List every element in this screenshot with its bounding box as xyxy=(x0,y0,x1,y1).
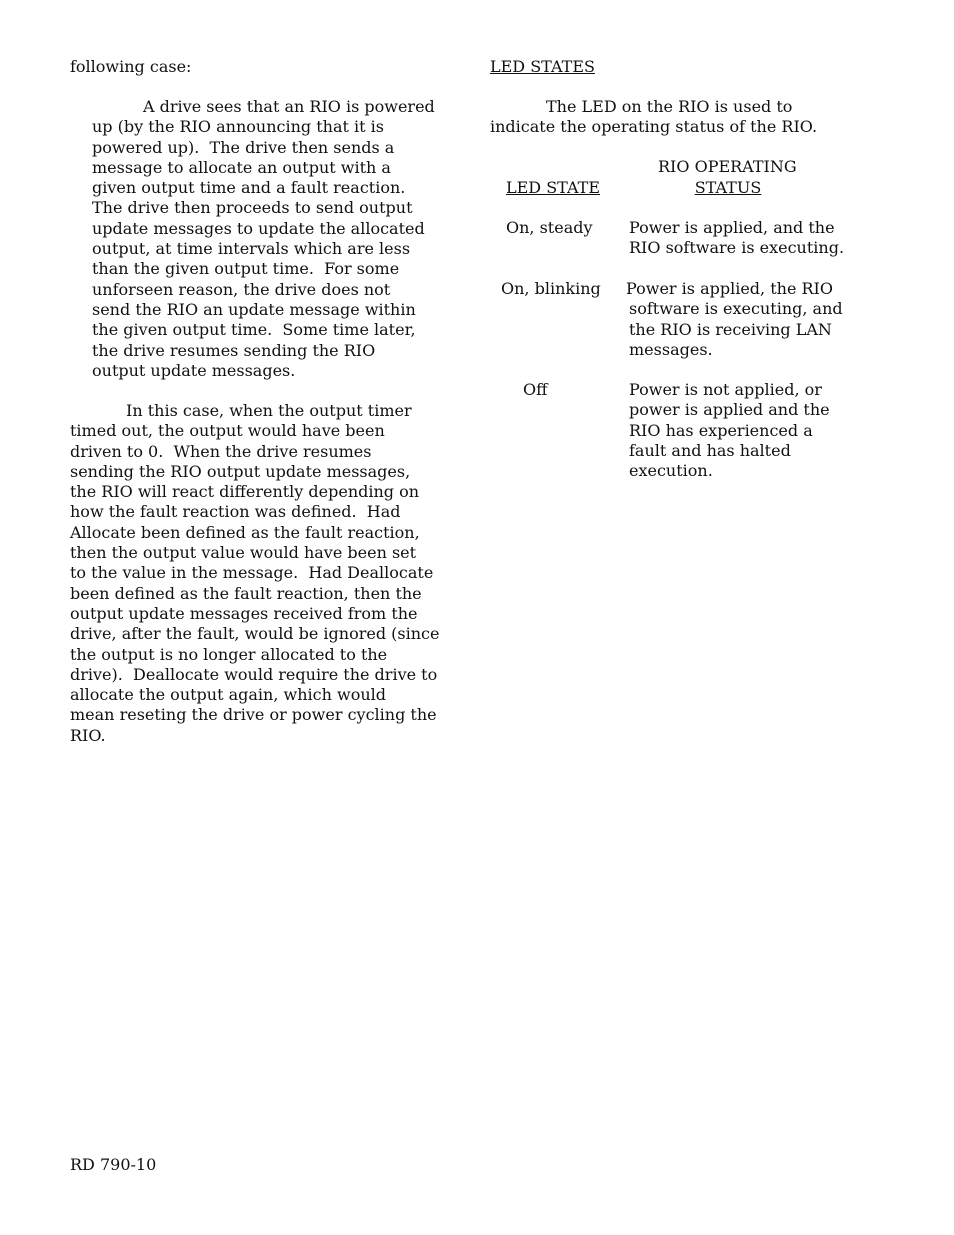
paragraph-line: the drive resumes sending the RIO xyxy=(92,340,376,360)
section-intro xyxy=(490,97,817,138)
status-off xyxy=(629,380,830,481)
status-line: software is executing, and xyxy=(629,299,843,319)
paragraph-line: In this case, when the output timer xyxy=(126,401,412,420)
status-line: Power is not applied, or xyxy=(629,380,822,399)
status-line: power is applied and the xyxy=(629,400,830,420)
paragraph-line: unforseen reason, the drive does not xyxy=(92,279,391,299)
paragraph-line: sending the RIO output update messages, xyxy=(70,461,411,481)
paragraph-line: timed out, the output would have been xyxy=(70,421,385,441)
paragraph-line: The LED on the RIO is used to xyxy=(546,97,793,116)
paragraph-line: Allocate been defined as the fault reaction, xyxy=(70,522,420,542)
status-line: the RIO is receiving LAN xyxy=(629,319,832,339)
status-line: fault and has halted xyxy=(629,440,791,460)
paragraph-line: The drive then proceeds to send output xyxy=(92,198,413,218)
paragraph-line: output update messages. xyxy=(92,360,296,380)
paragraph-line: the output is no longer allocated to the xyxy=(70,644,388,664)
paragraph-line: up (by the RIO announcing that it is xyxy=(92,117,384,137)
status-on-blinking xyxy=(626,279,843,360)
body-paragraph xyxy=(70,401,439,746)
status-header-line1: RIO OPERATING xyxy=(658,157,797,176)
paragraph-line: A drive sees that an RIO is powered xyxy=(143,97,435,116)
status-line: RIO software is executing. xyxy=(629,238,845,258)
status-header-line2: STATUS xyxy=(694,178,762,197)
paragraph-line: driven to 0. When the drive resumes xyxy=(70,441,372,461)
paragraph-line: the given output time. Some time later, xyxy=(92,320,416,340)
paragraph-line: than the given output time. For some xyxy=(92,259,400,279)
section-heading: LED STATES xyxy=(490,57,595,76)
status-line: Power is applied, and the xyxy=(629,218,835,237)
indented-paragraph xyxy=(92,97,435,381)
paragraph-line: output, at time intervals which are less xyxy=(92,239,411,259)
paragraph-line: drive, after the fault, would be ignored (since xyxy=(70,624,440,644)
paragraph-line: been defined as the fault reaction, then the xyxy=(70,583,422,603)
status-on-steady xyxy=(629,218,844,259)
paragraph-line: update messages to update the allocated xyxy=(92,218,425,238)
paragraph-line: the RIO will react differently depending on xyxy=(70,482,420,502)
led-state-header: LED STATE xyxy=(506,178,601,197)
paragraph-line: then the output value would have been set xyxy=(70,543,417,563)
paragraph-line: output update messages received from the xyxy=(70,603,418,623)
paragraph-line: indicate the operating status of the RIO. xyxy=(490,117,818,137)
led-state-off: Off xyxy=(523,380,548,399)
paragraph-line: allocate the output again, which would xyxy=(70,685,386,705)
status-line: messages. xyxy=(629,339,713,359)
document-number: RD 790-10 xyxy=(70,1155,157,1174)
paragraph-line: RIO. xyxy=(70,725,106,745)
status-line: execution. xyxy=(629,461,713,481)
status-line: RIO has experienced a xyxy=(629,420,813,440)
led-state-on-steady: On, steady xyxy=(506,218,593,237)
paragraph-line: how the fault reaction was defined. Had xyxy=(70,502,401,522)
paragraph-line: mean reseting the drive or power cycling the xyxy=(70,705,437,725)
paragraph-line: to the value in the message. Had Deallocate xyxy=(70,563,434,583)
paragraph-line: given output time and a fault reaction. xyxy=(92,178,406,198)
status-line: Power is applied, the RIO xyxy=(626,279,833,298)
paragraph-line: powered up). The drive then sends a xyxy=(92,137,395,157)
paragraph-line: drive). Deallocate would require the drive to xyxy=(70,664,438,684)
intro-text: following case: xyxy=(70,57,192,76)
paragraph-line: send the RIO an update message within xyxy=(92,299,416,319)
paragraph-line: message to allocate an output with a xyxy=(92,157,391,177)
led-state-on-blinking: On, blinking xyxy=(501,279,601,298)
